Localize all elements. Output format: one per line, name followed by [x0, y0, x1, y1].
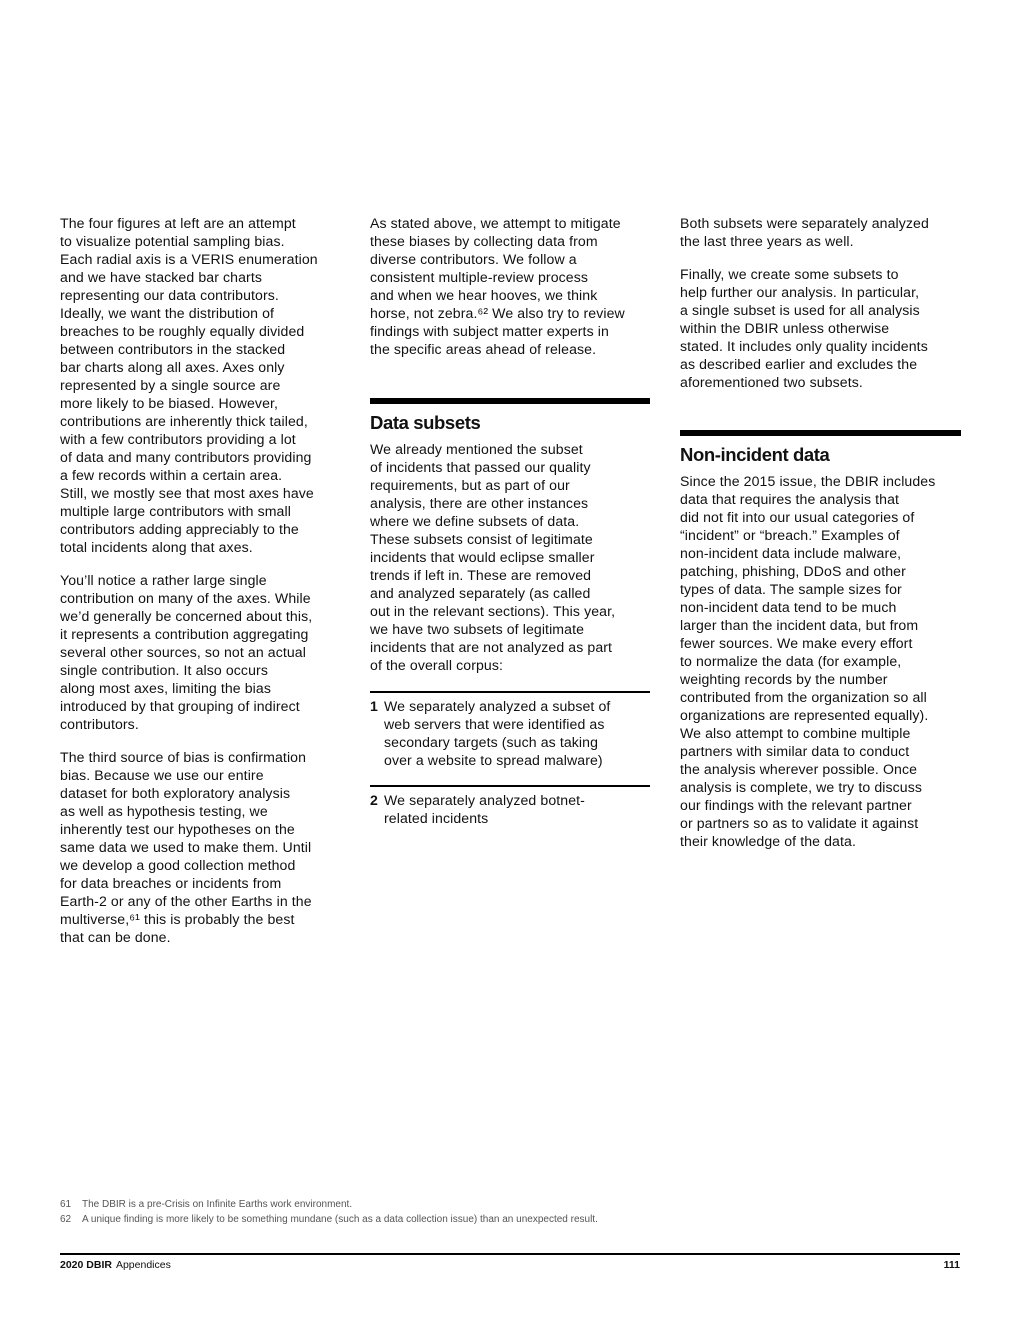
list-item-text: We separately analyzed botnet- related incidents [384, 792, 585, 826]
footer-brand: 2020 DBIR [60, 1259, 112, 1271]
column-left [60, 214, 341, 961]
page-number: 111 [943, 1259, 960, 1271]
footnote-number: 61 [60, 1199, 72, 1210]
footer-section: Appendices [115, 1259, 171, 1271]
section-title-non-incident-data: Non-incident data [680, 444, 830, 465]
section-divider [370, 398, 650, 404]
footnote-text: A unique finding is more likely to be something mundane (such as a data collection issue) than an unexpected result. [82, 1214, 598, 1225]
footnote [60, 1197, 960, 1212]
footnotes [60, 1197, 960, 1227]
section-divider [680, 430, 961, 436]
body-paragraph: The four figures at left are an attempt to visualize potential sampling bias. Each radial axis is a VERIS enumeration and we have stacked bar charts representing our data contributors. Ideally, we want the distribution of breaches to be roughly equally divided between contributors in the stacked bar charts along all axes. Axes only represented by a single source are more likely to be biased. However, contributions are inherently thick tailed, with a few contributors providing a lot of data and many contributors providing a few records within a certain area. Still, we mostly see that most axes have multiple large contributors with small contributors adding appreciably to the total incidents along that axes. [60, 215, 318, 555]
column-right [680, 214, 961, 865]
body-paragraph: We already mentioned the subset of incidents that passed our quality requirements, but as part of our analysis, there are other instances where we define subsets of data. These subsets consist of legitimate incidents that would eclipse smaller trends if left in. These are removed and analyzed separately (as called out in the relevant sections). This year, we have two subsets of legitimate incidents that are not analyzed as part of the overall corpus: [370, 441, 616, 673]
body-paragraph: Both subsets were separately analyzed the last three years as well. [680, 215, 929, 249]
body-paragraph: As stated above, we attempt to mitigate these biases by collecting data from diverse contributors. We follow a consistent multiple-review process and when we hear hooves, we think horse, not zebra.⁶² We also try to review findings with subject matter experts in the specific areas ahead of release. [370, 215, 625, 357]
list-item-number: 1 [370, 698, 378, 714]
list-item-number: 2 [370, 792, 378, 808]
section-title-data-subsets: Data subsets [370, 412, 481, 433]
list-item [370, 785, 650, 827]
body-paragraph: You’ll notice a rather large single contribution on many of the axes. While we’d generally be concerned about this, it represents a contribution aggregating several other sources, so not an actual single contribution. It also occurs along most axes, limiting the bias introduced by that grouping of indirect contributors. [60, 572, 313, 732]
body-paragraph: The third source of bias is confirmation bias. Because we use our entire dataset for both exploratory analysis as well as hypothesis testing, we inherently test our hypotheses on the same data we used to make them. Until we develop a good collection method for data breaches or incidents from Earth-2 or any of the other Earths in the multiverse,⁶¹ this is probably the best that can be done. [60, 749, 312, 945]
column-middle [370, 214, 650, 841]
list-item-text: We separately analyzed a subset of web servers that were identified as secondary targets (such as taking over a website to spread malware) [384, 698, 611, 768]
footer-divider [60, 1253, 960, 1255]
body-paragraph: Since the 2015 issue, the DBIR includes data that requires the analysis that did not fit into our usual categories of “incident” or “breach.” Examples of non-incident data include malware, patching, phishing, DDoS and other types of data. The sample sizes for non-incident data tend to be much larger than the incident data, but from fewer sources. We make every effort to normalize the data (for example, weighting records by the number contributed from the organization so all organizations are represented equally). We also attempt to combine multiple partners with similar data to conduct the analysis wherever possible. Once analysis is complete, we try to discuss our findings with the relevant partner or partners so as to validate it against their knowledge of the data. [680, 473, 936, 849]
page-footer [60, 1259, 960, 1272]
footnote-number: 62 [60, 1214, 72, 1225]
list-item [370, 691, 650, 769]
footnote-text: The DBIR is a pre-Crisis on Infinite Earths work environment. [82, 1199, 353, 1210]
footnote [60, 1212, 960, 1227]
body-paragraph: Finally, we create some subsets to help further our analysis. In particular, a single subset is used for all analysis within the DBIR unless otherwise stated. It includes only quality incidents as described earlier and excludes the aforementioned two subsets. [680, 266, 928, 390]
